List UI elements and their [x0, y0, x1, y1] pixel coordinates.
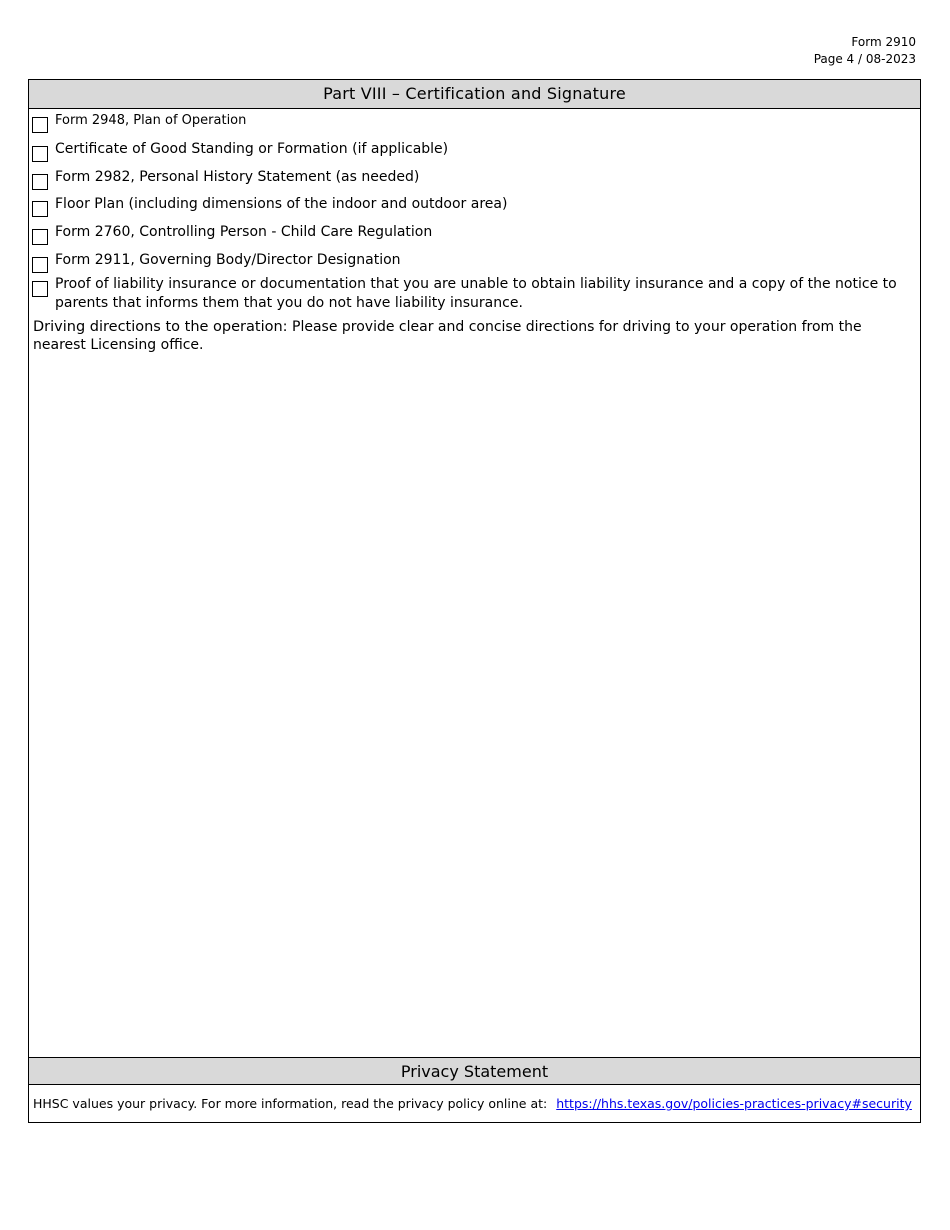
checklist-label: Form 2982, Personal History Statement (as needed): [55, 169, 420, 185]
checklist-item-form-2982: [32, 168, 912, 190]
checkbox-floor-plan[interactable]: [32, 201, 48, 217]
driving-directions-instructions: [33, 318, 911, 354]
form-header: [814, 34, 916, 68]
checkbox-form-2911[interactable]: [32, 257, 48, 273]
page-info: Page 4 / 08-2023: [813, 52, 916, 66]
checklist-label: Certificate of Good Standing or Formation (if applicable): [55, 141, 449, 157]
checkbox-form-2982[interactable]: [32, 174, 48, 190]
checklist-item-liability-insurance: [32, 275, 912, 313]
checkbox-form-2948[interactable]: [32, 117, 48, 133]
checklist-item-form-2911: [32, 251, 912, 273]
driving-directions-input[interactable]: [32, 360, 920, 1054]
privacy-text: HHSC values your privacy. For more information, read the privacy policy online at:: [33, 1096, 552, 1111]
driving-directions-label: Driving directions to the operation:: [33, 319, 288, 335]
checkbox-good-standing[interactable]: [32, 146, 48, 162]
form-section-box: [28, 79, 921, 1123]
checklist-item-form-2948: [32, 111, 912, 133]
privacy-statement-title: Privacy Statement: [29, 1057, 920, 1085]
privacy-policy-link[interactable]: https://hhs.texas.gov/policies-practices-privacy#security: [556, 1096, 912, 1111]
checklist-item-form-2760: [32, 223, 912, 245]
privacy-statement: [33, 1096, 912, 1111]
checklist-item-floor-plan: [32, 195, 912, 217]
part-viii-title: Part VIII – Certification and Signature: [29, 80, 920, 109]
checklist-label: Form 2911, Governing Body/Director Designation: [55, 252, 401, 268]
checklist-label: Form 2760, Controlling Person - Child Care Regulation: [55, 224, 433, 240]
checkbox-liability-insurance[interactable]: [32, 281, 48, 297]
checklist-label: Proof of liability insurance or documentation that you are unable to obtain liability insurance and a copy of the notice to parents that informs them that you do not have liability insurance.: [55, 276, 897, 311]
driving-directions-text: Please provide clear and concise directions for driving to your operation from the nearest Licensing office.: [33, 319, 862, 353]
checklist-label: Floor Plan (including dimensions of the indoor and outdoor area): [55, 196, 508, 212]
form-number: Form 2910: [851, 35, 916, 49]
checklist-item-good-standing: [32, 140, 912, 162]
checkbox-form-2760[interactable]: [32, 229, 48, 245]
checklist-label: Form 2948, Plan of Operation: [55, 113, 247, 128]
